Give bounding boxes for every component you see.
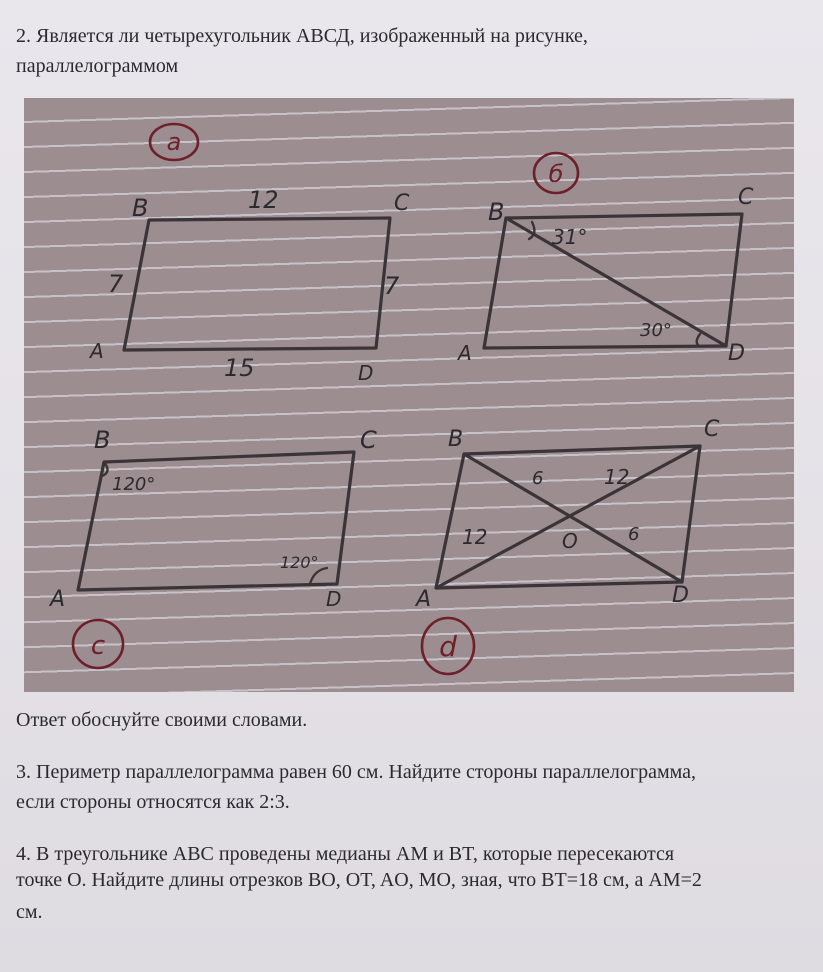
side-a-left: 7	[108, 270, 124, 298]
segment-d-AO: 12	[462, 525, 488, 549]
vertex-a-B: B	[132, 194, 149, 222]
angle-b-at-B: 31°	[552, 225, 588, 249]
answer-instruction: Ответ обоснуйте своими словами.	[16, 709, 308, 731]
vertex-d-O: O	[562, 529, 578, 553]
vertex-a-A: A	[90, 339, 104, 363]
vertex-b-A: A	[458, 341, 472, 365]
figure-label-c: c	[90, 631, 106, 661]
question-4-line-2: точке O. Найдите длины отрезков BO, OT, AO, MO, зная, что BT=18 см, а AM=2	[16, 869, 702, 891]
vertex-a-C: C	[394, 191, 410, 216]
side-a-top: 12	[248, 186, 279, 214]
segment-d-BO: 6	[532, 468, 544, 489]
vertex-d-C: C	[704, 417, 720, 442]
question-4-line-3: см.	[16, 901, 43, 923]
segment-d-OC: 12	[604, 465, 630, 489]
angle-c-at-B: 120°	[112, 474, 156, 495]
angle-b-at-D: 30°	[640, 320, 672, 341]
notebook-figure-photo	[24, 98, 794, 692]
parallelogram-a	[124, 218, 390, 350]
segment-d-OD: 6	[628, 524, 640, 545]
figure-label-b: б	[548, 160, 564, 188]
vertex-d-B: B	[448, 427, 464, 452]
vertex-a-D: D	[358, 361, 374, 385]
vertex-c-C: C	[360, 426, 377, 454]
angle-mark-b-D	[697, 334, 700, 346]
vertex-b-D: D	[728, 341, 745, 366]
question-3-line-1: 3. Периметр параллелограмма равен 60 см. Найдите стороны параллелограмма,	[16, 761, 697, 783]
vertex-c-B: B	[94, 426, 111, 454]
vertex-c-D: D	[326, 587, 342, 611]
vertex-b-B: B	[488, 198, 505, 226]
side-a-bottom: 15	[224, 354, 255, 382]
angle-c-at-D: 120°	[280, 553, 319, 572]
figure-label-a: a	[166, 128, 182, 156]
vertex-d-D: D	[672, 583, 689, 608]
diagonal-d-AC	[436, 446, 700, 588]
vertex-b-C: C	[738, 185, 754, 210]
figure-drawings	[24, 98, 794, 692]
vertex-c-A: A	[50, 587, 66, 612]
figure-label-d: d	[439, 630, 457, 663]
question-4-line-1: 4. В треугольнике ABC проведены медианы AM и BT, которые пересекаются	[16, 843, 675, 865]
question-2-line-1: 2. Является ли четырехугольник АВСД, изображенный на рисунке,	[16, 25, 588, 47]
question-2-line-2: параллелограммом	[16, 55, 179, 77]
side-a-right: 7	[384, 272, 400, 300]
vertex-d-A: A	[416, 587, 432, 612]
question-3-line-2: если стороны относятся как 2:3.	[16, 791, 290, 813]
diagonal-b	[506, 218, 726, 346]
